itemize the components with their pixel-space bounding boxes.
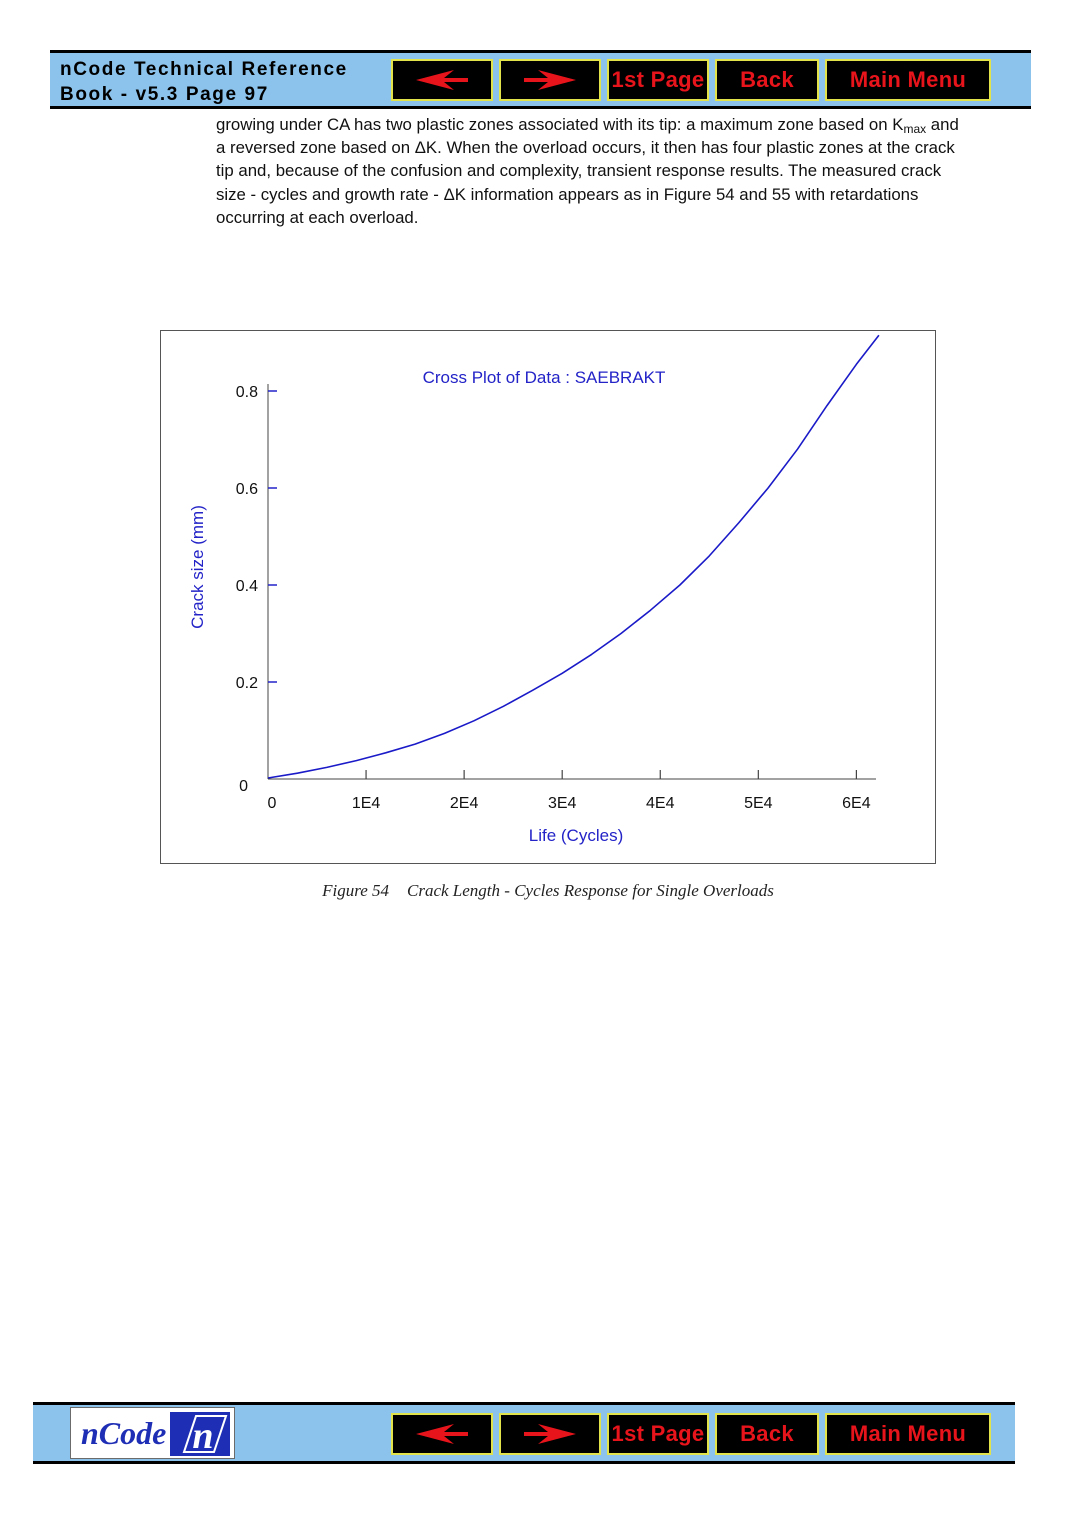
right-arrow-icon bbox=[522, 1423, 578, 1445]
paragraph-line-3: tip and, because of the confusion and complexity, transient response results. The measured crack bbox=[216, 161, 942, 181]
y-axis-label: Crack size (mm) bbox=[188, 505, 207, 629]
footer-prev-page-button[interactable] bbox=[391, 1413, 493, 1455]
figure-caption bbox=[0, 881, 1080, 901]
ncode-logo-mark-icon bbox=[170, 1412, 230, 1456]
left-arrow-icon bbox=[414, 69, 470, 91]
title-line-2: Book - v5.3 Page 97 bbox=[60, 84, 269, 105]
figure-caption-text: Crack Length - Cycles Response for Single Overloads bbox=[407, 881, 774, 900]
paragraph-line-4: size - cycles and growth rate - ΔK information appears as in Figure 54 and 55 with retardations bbox=[216, 184, 919, 204]
body-paragraph bbox=[216, 113, 1016, 229]
x-tick-label: 4E4 bbox=[646, 795, 675, 812]
first-page-label: 1st Page bbox=[611, 67, 705, 92]
y-tick-label: 0.6 bbox=[235, 481, 258, 498]
y-tick-label: 0.4 bbox=[235, 578, 258, 595]
footer-main-menu-button[interactable] bbox=[825, 1413, 991, 1455]
footer-first-page-label: 1st Page bbox=[611, 1421, 705, 1446]
paragraph-line-2: a reversed zone based on ΔK. When the overload occurs, it then has four plastic zones at the crack bbox=[216, 138, 955, 158]
back-label: Back bbox=[740, 67, 794, 92]
header-bar bbox=[50, 50, 1031, 109]
footer-back-label: Back bbox=[740, 1421, 794, 1446]
document-title bbox=[60, 57, 348, 107]
chart-title: Cross Plot of Data : SAEBRAKT bbox=[422, 368, 666, 387]
x-axis-label: Life (Cycles) bbox=[528, 826, 624, 845]
footer-first-page-button[interactable] bbox=[607, 1413, 709, 1455]
footer-main-menu-label: Main Menu bbox=[849, 1421, 967, 1446]
right-arrow-icon bbox=[522, 69, 578, 91]
x-tick-label: 0 bbox=[267, 795, 277, 812]
main-menu-button[interactable] bbox=[825, 59, 991, 101]
figure-frame bbox=[160, 330, 936, 864]
ncode-logo bbox=[70, 1407, 235, 1459]
logo-text: nCode bbox=[81, 1415, 167, 1451]
y-tick-label: 0 bbox=[239, 778, 248, 795]
crack-size-chart bbox=[161, 331, 937, 865]
x-tick-label: 6E4 bbox=[842, 795, 871, 812]
line-1-end: and bbox=[926, 115, 959, 134]
back-button[interactable] bbox=[715, 59, 819, 101]
paragraph-line-1 bbox=[216, 113, 1016, 136]
main-menu-label: Main Menu bbox=[849, 67, 967, 92]
x-tick-label: 1E4 bbox=[351, 795, 381, 812]
x-tick-label: 5E4 bbox=[744, 795, 773, 812]
svg-text:n: n bbox=[192, 1415, 214, 1456]
line-1-text: growing under CA has two plastic zones associated with its tip: a maximum zone based on K bbox=[216, 115, 904, 134]
y-tick-label: 0.2 bbox=[235, 675, 258, 692]
figure-number: Figure 54 bbox=[322, 881, 390, 900]
x-tick-label: 3E4 bbox=[547, 795, 577, 812]
next-page-button[interactable] bbox=[499, 59, 601, 101]
title-line-1: nCode Technical Reference bbox=[60, 59, 348, 80]
footer-back-button[interactable] bbox=[715, 1413, 819, 1455]
paragraph-line-5: occurring at each overload. bbox=[216, 207, 419, 227]
kmax-subscript: max bbox=[903, 122, 927, 136]
series-line-0 bbox=[268, 335, 879, 778]
footer-bar bbox=[33, 1402, 1015, 1464]
footer-next-page-button[interactable] bbox=[499, 1413, 601, 1455]
x-tick-label: 2E4 bbox=[449, 795, 479, 812]
first-page-button[interactable] bbox=[607, 59, 709, 101]
y-tick-label: 0.8 bbox=[235, 384, 258, 401]
prev-page-button[interactable] bbox=[391, 59, 493, 101]
left-arrow-icon bbox=[414, 1423, 470, 1445]
